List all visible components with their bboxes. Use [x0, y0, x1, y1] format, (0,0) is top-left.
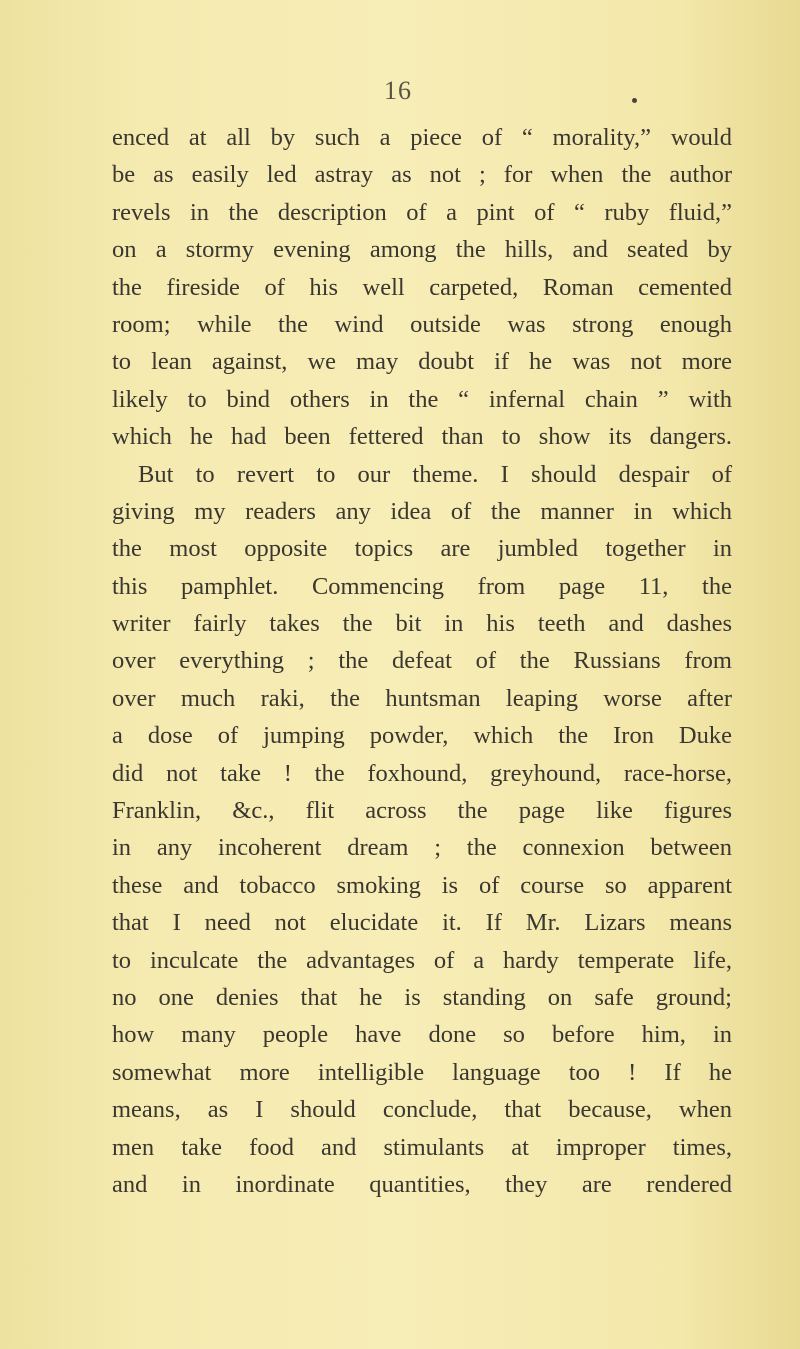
text-line: and in inordinate quantities, they are rendered: [112, 1170, 732, 1198]
text-line: revels in the description of a pint of “ ruby fluid,”: [112, 198, 732, 226]
text-line: the fireside of his well carpeted, Roman cemented: [112, 273, 732, 301]
text-line: that I need not elucidate it. If Mr. Lizars means: [112, 909, 732, 937]
text-line: the most opposite topics are jumbled together in: [112, 535, 732, 563]
text-line: how many people have done so before him, in: [112, 1021, 732, 1049]
text-line: means, as I should conclude, that because, when: [112, 1096, 732, 1124]
text-line: likely to bind others in the “ infernal chain ” with: [112, 385, 732, 413]
text-line: to inculcate the advantages of a hardy temperate life,: [112, 946, 732, 974]
text-line: to lean against, we may doubt if he was not more: [112, 348, 732, 376]
text-line: no one denies that he is standing on safe ground;: [112, 983, 732, 1011]
text-line: men take food and stimulants at improper times,: [112, 1133, 732, 1161]
text-line: this pamphlet. Commencing from page 11, the: [112, 572, 732, 600]
text-line: somewhat more intelligible language too ! If he: [112, 1058, 732, 1086]
text-line: be as easily led astray as not ; for when the author: [112, 161, 732, 189]
text-line: Franklin, &c., flit across the page like figures: [112, 797, 732, 825]
page-number: 16: [384, 76, 412, 105]
text-line: room; while the wind outside was strong enough: [112, 310, 732, 338]
ink-speck: [632, 98, 637, 103]
text-line: writer fairly takes the bit in his teeth and dashes: [112, 610, 732, 638]
text-line: over much raki, the huntsman leaping worse after: [112, 684, 732, 712]
text-line: in any incoherent dream ; the connexion between: [112, 834, 732, 862]
text-line: But to revert to our theme. I should despair of: [138, 460, 732, 488]
text-line: which he had been fettered than to show its dangers.: [112, 423, 732, 451]
text-line: on a stormy evening among the hills, and seated by: [112, 236, 732, 264]
text-line: over everything ; the defeat of the Russians from: [112, 647, 732, 675]
text-line: giving my readers any idea of the manner in which: [112, 497, 732, 525]
text-line: did not take ! the foxhound, greyhound, race-horse,: [112, 759, 732, 787]
text-line: a dose of jumping powder, which the Iron Duke: [112, 722, 732, 750]
text-line: enced at all by such a piece of “ morality,” would: [112, 124, 732, 151]
body-text: [112, 119, 732, 1203]
text-line: these and tobacco smoking is of course so apparent: [112, 871, 732, 899]
